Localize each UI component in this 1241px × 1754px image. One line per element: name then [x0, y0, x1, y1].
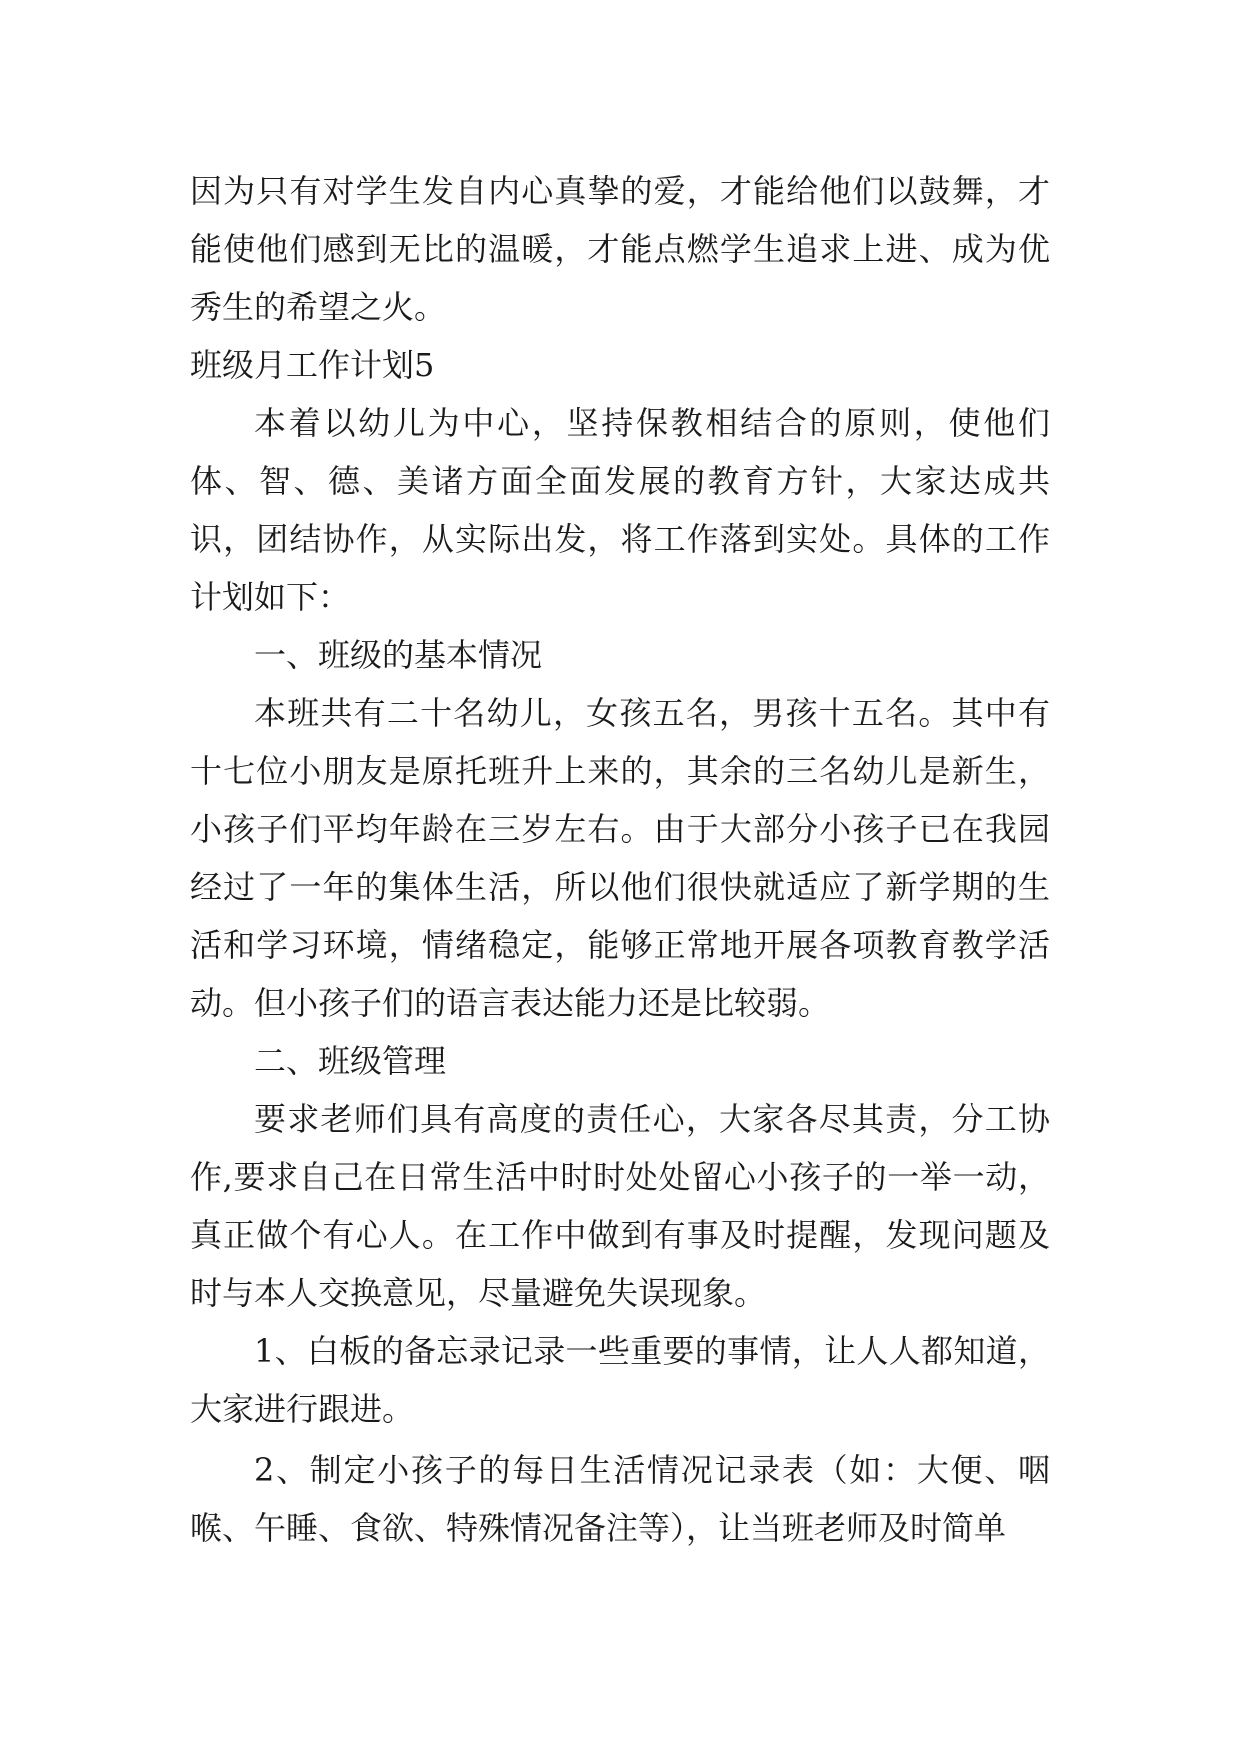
- list-item-2: 2、制定小孩子的每日生活情况记录表（如：大便、咽喉、午睡、食欲、特殊情况备注等），让当班老师及时简单: [190, 1451, 1050, 1547]
- heading-class-management: 二、班级管理: [254, 1042, 447, 1080]
- paragraph-intro-continuation: 因为只有对学生发自内心真挚的爱，才能给他们以鼓舞，才能使他们感到无比的温暖，才能点燃学生追求上进、成为优秀生的希望之火。: [190, 172, 1050, 326]
- paragraph-class-info: 本班共有二十名幼儿，女孩五名，男孩十五名。其中有十七位小朋友是原托班升上来的，其余的三名幼儿是新生，小孩子们平均年龄在三岁左右。由于大部分小孩子已在我园经过了一年的集体生活，所以他们很快就适应了新学期的生活和学习环境，情绪稳定，能够正常地开展各项教育教学活动。但小孩子们的语言表达能力还是比较弱。: [190, 694, 1050, 1022]
- section-title: 班级月工作计划5: [190, 346, 435, 384]
- paragraph-principles: 本着以幼儿为中心，坚持保教相结合的原则，使他们体、智、德、美诸方面全面发展的教育方针，大家达成共识，团结协作，从实际出发，将工作落到实处。具体的工作计划如下：: [190, 404, 1050, 616]
- list-item-1: 1、白板的备忘录记录一些重要的事情，让人人都知道，大家进行跟进。: [190, 1332, 1050, 1428]
- document-body: [190, 162, 1050, 1557]
- paragraph-teacher-requirements: 要求老师们具有高度的责任心，大家各尽其责，分工协作,要求自己在日常生活中时时处处留心小孩子的一举一动，真正做个有心人。在工作中做到有事及时提醒，发现问题及时与本人交换意见，尽量避免失误现象。: [190, 1100, 1050, 1312]
- heading-basic-situation: 一、班级的基本情况: [254, 636, 543, 674]
